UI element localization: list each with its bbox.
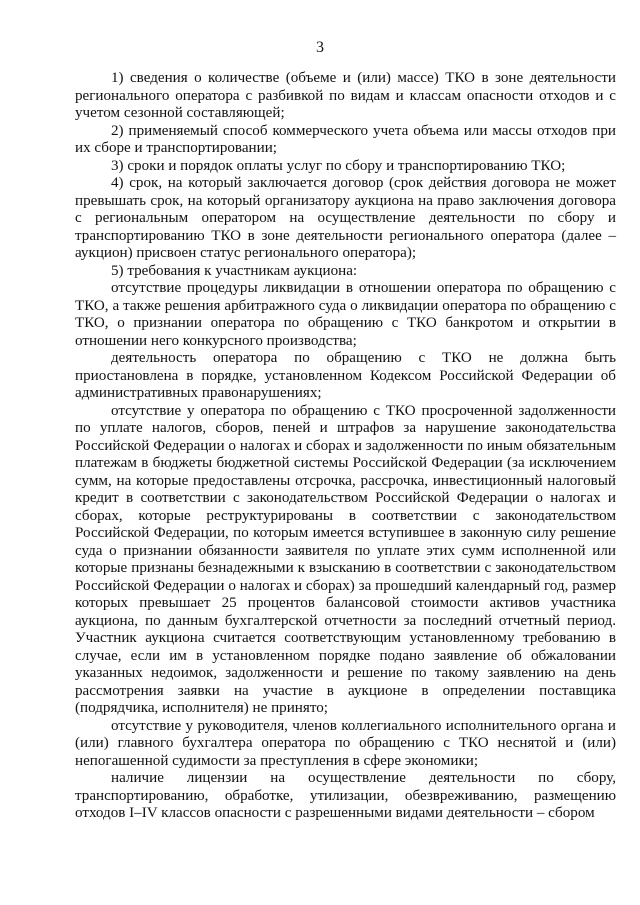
paragraph-item-1: 1) сведения о количестве (объеме и (или) массе) ТКО в зоне деятельности регионального оператора с разбивкой по видам и классам опасности отходов и с учетом сезонной составляющей;: [75, 70, 616, 121]
paragraph-requirement-license: наличие лицензии на осуществление деятельности по сбору, транспортированию, обработке, утилизации, обезвреживанию, размещению отходов I–IV классов опасности с разрешенными видами деятельности – сбором: [75, 770, 616, 821]
paragraph-item-4: 4) срок, на который заключается договор (срок действия договора не может превышать срок, на который организатору аукциона на право заключения договора с региональным оператором на осуществление деятельности по сбору и транспортированию ТКО в зоне деятельности регионального оператора (далее – аукцион) присвоен статус регионального оператора);: [75, 175, 616, 261]
paragraph-item-2: 2) применяемый способ коммерческого учета объема или массы отходов при их сборе и транспортировании;: [75, 122, 616, 156]
paragraph-requirement-criminal-record: отсутствие у руководителя, членов коллегиального исполнительного органа и (или) главного бухгалтера оператора по обращению с ТКО неснятой и (или) непогашенной судимости за преступления в сфере экономики;: [75, 717, 616, 769]
paragraph-requirement-suspension: деятельность оператора по обращению с ТКО не должна быть приостановлена в порядке, установленном Кодексом Российской Федерации об административных правонарушениях;: [75, 350, 616, 401]
paragraph-requirement-liquidation: отсутствие процедуры ликвидации в отношении оператора по обращению с ТКО, а также решения арбитражного суда о ликвидации оператора по обращению с ТКО, о признании оператора по обращению с ТКО банкротом и открытии в отношении него конкурсного производства;: [75, 280, 616, 349]
paragraph-requirement-tax-debt: отсутствие у оператора по обращению с ТКО просроченной задолженности по уплате налогов, сборов, пеней и штрафов за нарушение законодательства Российской Федерации о налогах и сборах и задолженности по иным обязательным платежам в бюджеты бюджетной системы Российской Федерации (за исключением сумм, на которые предоставлены отсрочка, рассрочка, инвестиционный налоговый кредит в соответствии с законодательством Российской Федерации о налогах и сборах, которые реструктурированы в соответствии с законодательством Российской Федерации, по которым имеется вступившее в законную силу решение суда о признании обязанности заявителя по уплате этих сумм исполненной или которые признаны безнадежными к взысканию в соответствии с законодательством Российской Федерации о налогах и сборах) за прошедший календарный год, размер которых превышает 25 процентов балансовой стоимости активов участника аукциона, по данным бухгалтерской отчетности за последний отчетный период. Участник аукциона считается соответствующим установленному требованию в случае, если им в установленном порядке подано заявление об обжаловании указанных недоимок, задолженности и решение по такому заявлению на день рассмотрения заявки на участие в аукционе в определении поставщика (подрядчика, исполнителя) не принято;: [75, 402, 616, 716]
paragraph-item-5: 5) требования к участникам аукциона:: [111, 262, 358, 279]
document-body: [75, 70, 616, 823]
paragraph-item-3: 3) сроки и порядок оплаты услуг по сбору и транспортированию ТКО;: [111, 157, 566, 174]
page-number: 3: [316, 39, 324, 56]
